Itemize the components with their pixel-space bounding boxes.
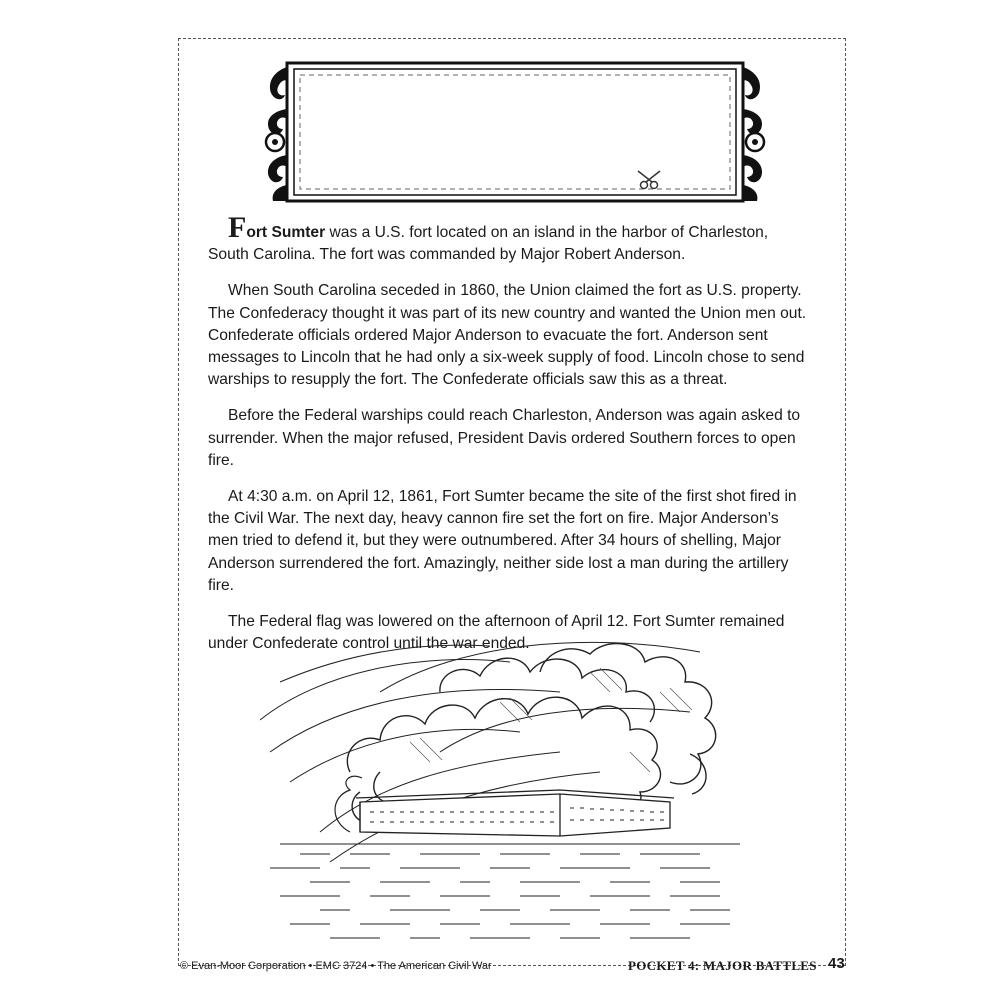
fort-sumter-illustration: [260, 632, 760, 950]
paragraph-4: At 4:30 a.m. on April 12, 1861, Fort Sumter became the site of the first shot fired in the Civil War. The next day, heavy cannon fire set the fort on fire. Major Anderson’s men tried to defend it, but they were outnumbered. After 34 hours of shelling, Major Anderson surrendered the fort. Amazingly, neither side lost a man during the artillery fire.: [208, 488, 797, 594]
page-number: 43: [828, 955, 845, 972]
scissors-icon: [638, 171, 660, 189]
right-ornament-icon: [743, 67, 764, 201]
fort-icon: [335, 776, 674, 836]
paragraph-1-text: was a U.S. fort located on an island in the harbor of Charleston, South Carolina. The fort was commanded by Major Robert Anderson.: [208, 224, 769, 264]
ornamental-title-frame: [255, 57, 775, 207]
lead-term: Fort Sumter: [228, 211, 326, 244]
paragraph-3: Before the Federal warships could reach Charleston, Anderson was again asked to surrender. When the major refused, President Davis ordered Southern forces to open fire.: [208, 407, 801, 469]
paragraph-1: [208, 211, 808, 266]
paragraph-5: The Federal flag was lowered on the afternoon of April 12. Fort Sumter remained under Confederate control until the war ended.: [208, 613, 785, 653]
paragraph-2: When South Carolina seceded in 1860, the Union claimed the fort as U.S. property. The Confederacy thought it was part of its new country and wanted the Union men out. Confederate officials ordered Major Anderson to evacuate the fort. Anderson sent messages to Lincoln that he had only a six-week supply of food. Lincoln chose to send warships to resupply the fort. The Confederate officials saw this as a threat.: [208, 282, 807, 389]
left-ornament-icon: [266, 67, 287, 201]
article-body: [208, 211, 808, 669]
drop-cap: F: [228, 211, 247, 244]
footer-section-title: POCKET 4: MAJOR BATTLES: [628, 958, 817, 973]
footer-copyright: © Evan-Moor Corporation • EMC 3724 • The American Civil War: [180, 960, 492, 972]
water-lines: [270, 844, 740, 938]
